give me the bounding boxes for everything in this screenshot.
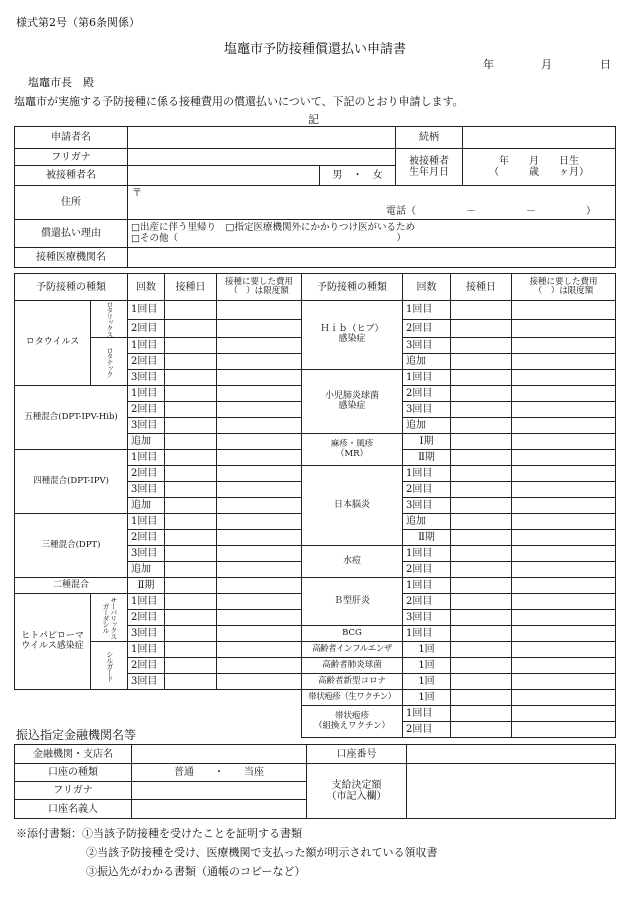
right-cost-cell[interactable]: [512, 498, 616, 514]
left-date-cell[interactable]: [165, 498, 217, 514]
right-dose: 1回: [403, 690, 451, 706]
silgard-label: シルガード: [91, 642, 128, 690]
left-date-cell[interactable]: [165, 482, 217, 498]
right-type-header: 予防接種の種類: [302, 274, 403, 301]
pcv-label: 小児肺炎球菌 感染症: [302, 370, 403, 434]
zoster-recomb-label: 帯状疱疹 （組換えワクチン）: [302, 706, 403, 738]
right-date-cell[interactable]: [451, 319, 512, 338]
left-dose: 1回目: [128, 642, 165, 658]
cervarix-label: サーバリックス ガーダシル: [91, 594, 128, 642]
left-dose: 3回目: [128, 370, 165, 386]
right-dose: 2回目: [403, 319, 451, 338]
left-date-cell[interactable]: [165, 578, 217, 594]
holder-field[interactable]: [132, 800, 307, 819]
zoster-live-label: 帯状疱疹（生ワクチン）: [302, 690, 403, 706]
left-cost-cell[interactable]: [217, 418, 302, 434]
bank-furigana-field[interactable]: [132, 782, 307, 800]
left-dose: 1回目: [128, 514, 165, 530]
right-dose: 1回: [403, 658, 451, 674]
right-cost-cell[interactable]: [512, 434, 616, 450]
left-cost-cell[interactable]: [217, 301, 302, 320]
right-date-cell[interactable]: [451, 690, 512, 706]
right-cost-cell[interactable]: [512, 418, 616, 434]
left-dose: 追加: [128, 562, 165, 578]
left-dose: 3回目: [128, 674, 165, 690]
left-cost-cell[interactable]: [217, 626, 302, 642]
right-dose: 3回目: [403, 610, 451, 626]
decision-label: 支給決定額 （市記入欄）: [307, 764, 407, 819]
left-cost-cell[interactable]: [217, 402, 302, 418]
hepb-label: Ｂ型肝炎: [302, 578, 403, 626]
two-label: 二種混合: [15, 578, 128, 594]
right-date-cell[interactable]: [451, 450, 512, 466]
right-cost-cell[interactable]: [512, 594, 616, 610]
right-dose: 追加: [403, 418, 451, 434]
address-field[interactable]: [128, 186, 616, 220]
right-date-cell[interactable]: [451, 642, 512, 658]
right-dose: 追加: [403, 514, 451, 530]
page-title: 塩竈市予防接種償還払い申請書: [223, 42, 406, 57]
left-cost-cell[interactable]: [217, 594, 302, 610]
left-cost-cell[interactable]: [217, 434, 302, 450]
right-cost-cell[interactable]: [512, 386, 616, 402]
furigana-label: フリガナ: [15, 149, 128, 166]
attachment-1: ※添付書類：①当該予防接種を受けたことを証明する書類: [16, 827, 302, 840]
right-date-cell[interactable]: [451, 594, 512, 610]
right-date-cell[interactable]: [451, 722, 512, 738]
right-cost-cell[interactable]: [512, 626, 616, 642]
right-dose: 1回目: [403, 466, 451, 482]
right-dose: 1回: [403, 642, 451, 658]
furigana-field[interactable]: [128, 149, 396, 166]
institution-label: 金融機関・支店名: [15, 745, 132, 764]
right-cost-cell[interactable]: [512, 319, 616, 338]
right-date-cell[interactable]: [451, 482, 512, 498]
right-date-cell[interactable]: [451, 418, 512, 434]
right-cost-cell[interactable]: [512, 642, 616, 658]
left-dose: 2回目: [128, 354, 165, 370]
right-date-cell[interactable]: [451, 466, 512, 482]
recipient-name-field[interactable]: [128, 166, 320, 186]
left-date-cell[interactable]: [165, 301, 217, 320]
left-dose: 1回目: [128, 301, 165, 320]
left-dose: 2回目: [128, 466, 165, 482]
right-cost-cell[interactable]: [512, 450, 616, 466]
right-cost-cell[interactable]: [512, 610, 616, 626]
blank-area: [15, 706, 302, 722]
account-no-label: 口座番号: [307, 745, 407, 764]
left-cost-cell[interactable]: [217, 562, 302, 578]
right-dose: 2回目: [403, 722, 451, 738]
right-cost-cell[interactable]: [512, 546, 616, 562]
sex-field[interactable]: 男 ・ 女: [320, 166, 396, 186]
varicella-label: 水痘: [302, 546, 403, 578]
left-date-cell[interactable]: [165, 530, 217, 546]
ppsv-label: 高齢者肺炎球菌: [302, 658, 403, 674]
left-date-cell[interactable]: [165, 386, 217, 402]
holder-label: 口座名義人: [15, 800, 132, 819]
account-type-label: 口座の種類: [15, 764, 132, 782]
left-date-cell[interactable]: [165, 434, 217, 450]
left-date-cell[interactable]: [165, 562, 217, 578]
mr-label: 麻疹・風疹 （MR）: [302, 434, 403, 466]
right-cost-header: 接種に要した費用 （ ）は限度額: [512, 274, 616, 301]
left-date-cell[interactable]: [165, 546, 217, 562]
left-cost-cell[interactable]: [217, 546, 302, 562]
right-dose: 3回目: [403, 338, 451, 354]
bank-furigana-label: フリガナ: [15, 782, 132, 800]
rotateq-label: ロタテック: [91, 338, 128, 386]
account-type-field[interactable]: 普通 ・ 当座: [132, 764, 307, 782]
right-date-cell[interactable]: [451, 301, 512, 320]
reason-label: 償還払い理由: [15, 220, 128, 248]
right-dose: 1回目: [403, 546, 451, 562]
right-cost-cell[interactable]: [512, 578, 616, 594]
right-cost-cell[interactable]: [512, 370, 616, 386]
left-cost-cell[interactable]: [217, 642, 302, 658]
postal-mark: 〒: [132, 188, 142, 199]
address-label: 住所: [15, 186, 128, 220]
left-dose: 追加: [128, 498, 165, 514]
left-dose: 2回目: [128, 610, 165, 626]
right-cost-cell[interactable]: [512, 514, 616, 530]
right-date-cell[interactable]: [451, 514, 512, 530]
left-dose: Ⅱ期: [128, 578, 165, 594]
right-dose: 2回目: [403, 594, 451, 610]
left-date-cell[interactable]: [165, 319, 217, 338]
birth-label: 被接種者 生年月日: [396, 149, 463, 186]
right-dose: 1回目: [403, 578, 451, 594]
right-dose: Ⅰ期: [403, 434, 451, 450]
left-date-cell[interactable]: [165, 402, 217, 418]
intro-text: 塩竈市が実施する予防接種に係る接種費用の償還払いについて、下記のとおり申請します。: [14, 95, 464, 108]
right-cost-cell[interactable]: [512, 301, 616, 320]
left-date-cell[interactable]: [165, 370, 217, 386]
hib-label: Ｈｉｂ（ヒブ） 感染症: [302, 301, 403, 370]
attachment-3: ③振込先がわかる書類（通帳のコピーなど）: [86, 865, 306, 878]
left-cost-cell[interactable]: [217, 319, 302, 338]
left-dose: 3回目: [128, 626, 165, 642]
left-type-header: 予防接種の種類: [15, 274, 128, 301]
rotarix-label: ロタリックス: [91, 301, 128, 338]
right-date-cell[interactable]: [451, 546, 512, 562]
right-date-cell[interactable]: [451, 530, 512, 546]
left-date-cell[interactable]: [165, 626, 217, 642]
right-date-cell[interactable]: [451, 562, 512, 578]
je-label: 日本脳炎: [302, 466, 403, 546]
right-cost-cell[interactable]: [512, 658, 616, 674]
right-date-cell[interactable]: [451, 706, 512, 722]
three-label: 三種混合(DPT): [15, 514, 128, 578]
account-no-field[interactable]: [407, 745, 616, 764]
right-date-cell[interactable]: [451, 498, 512, 514]
right-cost-cell[interactable]: [512, 354, 616, 370]
reason-option-1[interactable]: □出産に伴う里帰り □指定医療機関外にかかりつけ医がいるため: [131, 222, 415, 234]
right-dose-header: 回数: [403, 274, 451, 301]
date-day: 日: [600, 58, 611, 71]
right-dose: 1回目: [403, 706, 451, 722]
right-dose: 1回目: [403, 370, 451, 386]
institution-field[interactable]: [132, 745, 307, 764]
right-cost-cell[interactable]: [512, 690, 616, 706]
left-cost-cell[interactable]: [217, 466, 302, 482]
birth-field[interactable]: [463, 149, 616, 186]
flu-label: 高齢者インフルエンザ: [302, 642, 403, 658]
right-date-cell[interactable]: [451, 626, 512, 642]
left-cost-cell[interactable]: [217, 338, 302, 354]
left-cost-cell[interactable]: [217, 578, 302, 594]
right-date-header: 接種日: [451, 274, 512, 301]
left-cost-cell[interactable]: [217, 658, 302, 674]
recipient-name-label: 被接種者名: [15, 166, 128, 186]
vaccine-table: [14, 273, 616, 738]
bank-table: [14, 744, 616, 819]
left-cost-cell[interactable]: [217, 370, 302, 386]
applicant-name-field[interactable]: [128, 127, 396, 149]
four-label: 四種混合(DPT-IPV): [15, 450, 128, 514]
bank-heading: 振込指定金融機関名等: [16, 728, 137, 742]
applicant-table: [14, 126, 616, 268]
left-cost-cell[interactable]: [217, 354, 302, 370]
right-cost-cell[interactable]: [512, 562, 616, 578]
reason-option-2[interactable]: □その他（ ）: [131, 232, 406, 244]
left-cost-cell[interactable]: [217, 450, 302, 466]
relationship-label: 続柄: [396, 127, 463, 149]
applicant-name-label: 申請者名: [15, 127, 128, 149]
right-cost-cell[interactable]: [512, 402, 616, 418]
left-date-cell[interactable]: [165, 594, 217, 610]
left-cost-cell[interactable]: [217, 482, 302, 498]
right-dose: 1回目: [403, 301, 451, 320]
date-month: 月: [541, 58, 552, 71]
left-dose: 1回目: [128, 386, 165, 402]
left-dose: 1回目: [128, 450, 165, 466]
right-date-cell[interactable]: [451, 354, 512, 370]
left-dose: 3回目: [128, 418, 165, 434]
hpv-label: ヒトパピローマ ウイルス感染症: [15, 594, 91, 690]
decision-field: [407, 764, 616, 819]
right-dose: Ⅱ期: [403, 530, 451, 546]
right-dose: 3回目: [403, 498, 451, 514]
right-date-cell[interactable]: [451, 674, 512, 690]
phone-field: 電話（ － － ）: [386, 206, 596, 217]
right-cost-cell[interactable]: [512, 530, 616, 546]
right-dose: 3回目: [403, 402, 451, 418]
left-date-cell[interactable]: [165, 514, 217, 530]
left-dose: 3回目: [128, 546, 165, 562]
left-date-cell[interactable]: [165, 466, 217, 482]
right-dose: 2回目: [403, 482, 451, 498]
left-dose: 3回目: [128, 482, 165, 498]
right-dose: 1回: [403, 674, 451, 690]
right-date-cell[interactable]: [451, 402, 512, 418]
right-cost-cell[interactable]: [512, 338, 616, 354]
left-dose: 2回目: [128, 530, 165, 546]
right-dose: 1回目: [403, 626, 451, 642]
right-cost-cell[interactable]: [512, 722, 616, 738]
clinic-label: 接種医療機関名: [15, 248, 128, 268]
left-dose: 2回目: [128, 402, 165, 418]
left-date-cell[interactable]: [165, 354, 217, 370]
right-date-cell[interactable]: [451, 578, 512, 594]
left-date-cell[interactable]: [165, 418, 217, 434]
birth-format: 年 月 日生: [499, 156, 579, 167]
left-dose: 追加: [128, 434, 165, 450]
age-format: （ 歳 ヶ月）: [489, 167, 589, 178]
right-date-cell[interactable]: [451, 610, 512, 626]
form-number: 様式第2号（第6条関係）: [16, 16, 140, 29]
left-cost-cell[interactable]: [217, 674, 302, 690]
left-date-cell[interactable]: [165, 658, 217, 674]
left-dose: 2回目: [128, 319, 165, 338]
right-cost-cell[interactable]: [512, 674, 616, 690]
right-date-cell[interactable]: [451, 386, 512, 402]
left-date-cell[interactable]: [165, 450, 217, 466]
attachment-2: ②当該予防接種を受け、医療機関で支払った額が明示されている領収書: [86, 846, 438, 859]
bcg-label: BCG: [302, 626, 403, 642]
covid-label: 高齢者新型コロナ: [302, 674, 403, 690]
rota-label: ロタウイルス: [15, 301, 91, 386]
right-date-cell[interactable]: [451, 338, 512, 354]
right-date-cell[interactable]: [451, 658, 512, 674]
left-date-cell[interactable]: [165, 338, 217, 354]
addressee: 塩竈市長 殿: [28, 76, 94, 89]
left-date-cell[interactable]: [165, 610, 217, 626]
right-date-cell[interactable]: [451, 370, 512, 386]
ki-label: 記: [308, 113, 319, 126]
left-cost-cell[interactable]: [217, 386, 302, 402]
left-cost-cell[interactable]: [217, 530, 302, 546]
right-dose: 2回目: [403, 562, 451, 578]
right-dose: 追加: [403, 354, 451, 370]
right-dose: 2回目: [403, 386, 451, 402]
right-cost-cell[interactable]: [512, 706, 616, 722]
blank-area: [15, 690, 302, 706]
left-cost-header: 接種に要した費用 （ ）は限度額: [217, 274, 302, 301]
left-cost-cell[interactable]: [217, 498, 302, 514]
left-dose: 1回目: [128, 338, 165, 354]
right-date-cell[interactable]: [451, 434, 512, 450]
left-date-cell[interactable]: [165, 674, 217, 690]
right-dose: Ⅱ期: [403, 450, 451, 466]
left-cost-cell[interactable]: [217, 610, 302, 626]
relationship-field[interactable]: [463, 127, 616, 149]
left-dose: 2回目: [128, 658, 165, 674]
left-dose: 1回目: [128, 594, 165, 610]
left-date-header: 接種日: [165, 274, 217, 301]
left-dose-header: 回数: [128, 274, 165, 301]
left-date-cell[interactable]: [165, 642, 217, 658]
left-cost-cell[interactable]: [217, 514, 302, 530]
five-label: 五種混合(DPT-IPV-Hib): [15, 386, 128, 450]
clinic-field[interactable]: [128, 248, 616, 268]
reason-options[interactable]: [128, 220, 616, 248]
date-year: 年: [483, 58, 494, 71]
right-cost-cell[interactable]: [512, 466, 616, 482]
right-cost-cell[interactable]: [512, 482, 616, 498]
